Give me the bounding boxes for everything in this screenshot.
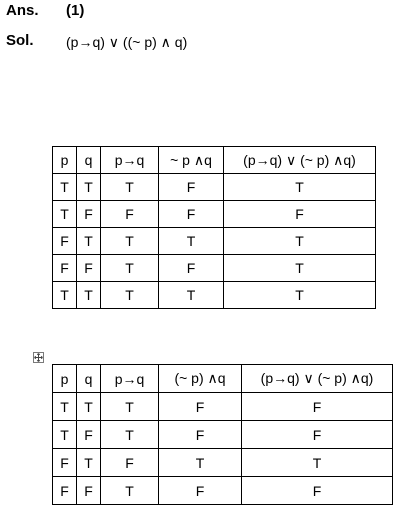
solution-expression: (p→q) ∨ ((~ p) ∧ q) <box>66 34 188 50</box>
table-row <box>53 201 376 228</box>
table-cell: T <box>53 201 77 228</box>
table-cell: T <box>53 393 77 421</box>
table-header-cell: q <box>77 147 101 174</box>
table-row <box>53 228 376 255</box>
table-cell: F <box>53 255 77 282</box>
table-cell: T <box>53 421 77 449</box>
table-cell: T <box>53 282 77 309</box>
table-cell: F <box>53 228 77 255</box>
table-cell: F <box>53 477 77 505</box>
table-header-row <box>53 365 393 393</box>
table-cell: F <box>77 477 101 505</box>
table-cell: F <box>159 201 224 228</box>
table-cell: F <box>77 255 101 282</box>
table-header-cell: ~ p ∧q <box>159 147 224 174</box>
table-cell: T <box>101 393 159 421</box>
table-row <box>53 421 393 449</box>
table-header-cell: p <box>53 147 77 174</box>
table-cell: F <box>224 201 376 228</box>
truth-table-2 <box>52 364 393 505</box>
table-cell: F <box>242 421 393 449</box>
solution-label: Sol. <box>6 32 34 49</box>
table-cell: T <box>101 174 159 201</box>
table-cell: F <box>77 201 101 228</box>
table-cell: T <box>159 449 242 477</box>
table-cell: T <box>77 393 101 421</box>
table-cell: T <box>77 174 101 201</box>
table-row <box>53 449 393 477</box>
table-cell: T <box>101 477 159 505</box>
table-cell: T <box>101 282 159 309</box>
table-cell: F <box>101 201 159 228</box>
table-cell: T <box>53 174 77 201</box>
table-header-cell: (~ p) ∧q <box>159 365 242 393</box>
table-cell: T <box>159 228 224 255</box>
table-move-handle[interactable] <box>33 352 44 363</box>
table-header-cell: q <box>77 365 101 393</box>
table-cell: F <box>101 449 159 477</box>
truth-table-1 <box>52 146 376 309</box>
table-cell: T <box>77 449 101 477</box>
table-cell: T <box>224 282 376 309</box>
table-cell: T <box>101 255 159 282</box>
answer-value: (1) <box>66 2 85 19</box>
table-cell: F <box>159 421 242 449</box>
table-header-cell: (p→q) ∨ (~ p) ∧q) <box>242 365 393 393</box>
table-header-row <box>53 147 376 174</box>
table-cell: T <box>77 228 101 255</box>
answer-label: Ans. <box>6 2 39 19</box>
table-cell: F <box>242 477 393 505</box>
table-cell: F <box>242 393 393 421</box>
table-cell: T <box>242 449 393 477</box>
table-row <box>53 255 376 282</box>
table-row <box>53 393 393 421</box>
table-row <box>53 282 376 309</box>
table-cell: T <box>101 421 159 449</box>
table-header-cell: p→q <box>101 147 159 174</box>
table-cell: F <box>159 477 242 505</box>
table-cell: F <box>53 449 77 477</box>
table-cell: T <box>224 255 376 282</box>
table-cell: T <box>224 174 376 201</box>
table-row <box>53 174 376 201</box>
table-cell: T <box>101 228 159 255</box>
table-cell: T <box>159 282 224 309</box>
table-header-cell: (p→q) ∨ (~ p) ∧q) <box>224 147 376 174</box>
table-cell: F <box>159 255 224 282</box>
table-cell: T <box>224 228 376 255</box>
table-cell: T <box>77 282 101 309</box>
table-cell: F <box>159 174 224 201</box>
table-header-cell: p <box>53 365 77 393</box>
table-row <box>53 477 393 505</box>
table-cell: F <box>77 421 101 449</box>
table-cell: F <box>159 393 242 421</box>
table-header-cell: p→q <box>101 365 159 393</box>
move-arrows-icon <box>34 353 43 362</box>
